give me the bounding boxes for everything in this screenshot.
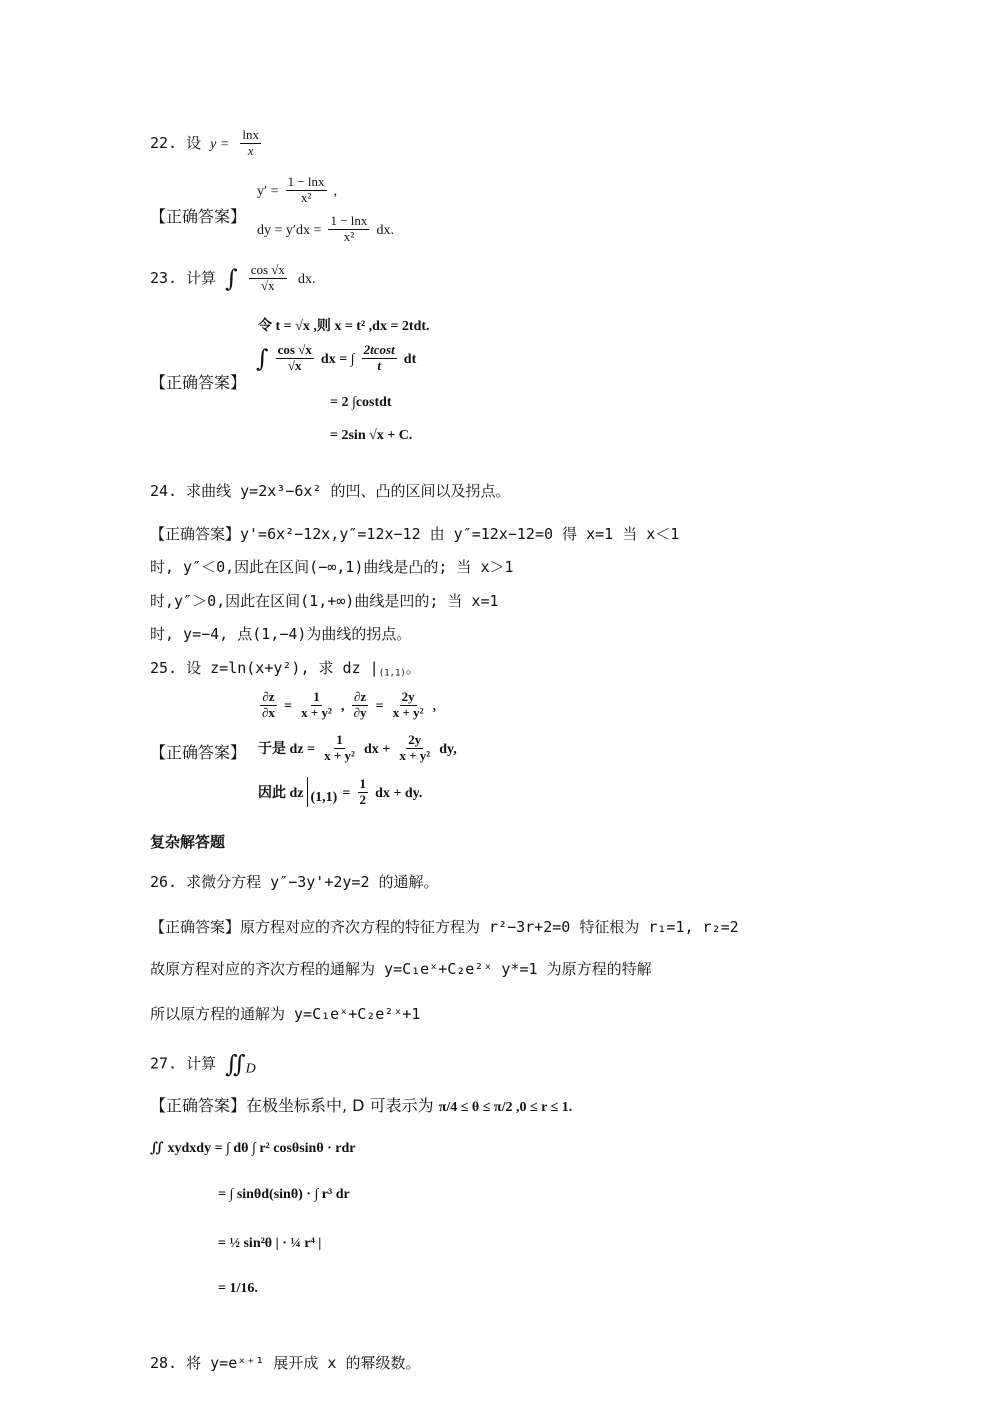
q22-prefix: 22. 设: [150, 133, 202, 152]
q22-fraction: [240, 128, 261, 159]
q27-step1: ∬ xydxdy = ∫ dθ ∫ r² cosθsinθ · rdr: [150, 1141, 356, 1156]
q22-frac-num: lnx: [242, 127, 259, 142]
q25-l1c-den: ∂y: [353, 704, 367, 720]
q25-l1-eq1: =: [284, 698, 293, 714]
q25-l1-frac-b: [299, 690, 334, 721]
q27-question: [150, 1050, 256, 1078]
q27-answer-line: [150, 1093, 572, 1116]
q27-step2: = ∫ sinθd(sinθ) · ∫ r³ dr: [218, 1187, 350, 1202]
q23-question: [150, 263, 315, 294]
q22-line1-lhs: y′ =: [257, 183, 279, 199]
q25-answer-line1: [258, 690, 436, 721]
q25-answer-line2: [258, 733, 457, 764]
q23-line2-num: cos √x: [277, 342, 312, 357]
q25-answer-line3: [258, 777, 422, 808]
q23-line2-frac2: [362, 343, 397, 374]
q27-answer-cond: π/4 ≤ θ ≤ π/2 ,0 ≤ r ≤ 1.: [438, 1100, 573, 1115]
q22-line2-tail: dx.: [376, 222, 394, 238]
q25-l1-eq2: =: [375, 698, 384, 714]
q24-question: 24. 求曲线 y=2x³−6x² 的凹、凸的区间以及拐点。: [150, 482, 511, 500]
q23-line2-tail: dt: [403, 351, 417, 367]
q26-answer-line3: 所以原方程的通解为 y=C₁eˣ+C₂e²ˣ+1: [150, 1005, 421, 1023]
q22-expr: y =: [210, 136, 230, 152]
q23-answer-line4: = 2sin √x + C.: [330, 428, 413, 443]
q23-answer-line3: = 2 ∫costdt: [330, 395, 392, 410]
q23-line2-den2: t: [377, 357, 381, 373]
q23-answer-label: 【正确答案】: [150, 373, 247, 392]
q25-l3-tail: dx + dy.: [375, 785, 423, 801]
q25-l1b-num: 1: [313, 689, 320, 704]
q25-question-text: 25. 设 z=ln(x+y²), 求 dz |: [150, 659, 379, 677]
q24-answer-line3: 时,y″＞0,因此在区间(1,+∞)曲线是凹的; 当 x=1: [150, 592, 499, 610]
q25-l2-tail: dy,: [439, 741, 457, 757]
q24-answer-line1: 【正确答案】y'=6x²−12x,y″=12x−12 由 y″=12x−12=0 得 x=1 当 x＜1: [150, 525, 680, 543]
q22-line1-tail: ,: [333, 183, 338, 199]
q27-step3: = ½ sin²θ | · ¼ r⁴ |: [218, 1236, 322, 1251]
q25-l2-frac1: [322, 733, 357, 764]
q27-question-text: 27. 计算: [150, 1054, 217, 1073]
q23-line2-int: ∫: [256, 344, 269, 373]
q25-eval-bar: [307, 777, 308, 807]
q23-answer-line1: 令 t = √x ,则 x = t² ,dx = 2tdt.: [258, 319, 430, 334]
q22-line2-lhs: dy = y′dx =: [257, 222, 322, 238]
q23-line2-num2: 2tcost: [363, 342, 395, 357]
q25-question-sub: (1,1): [378, 668, 406, 679]
q23-tail: dx.: [297, 271, 316, 287]
section-title: 复杂解答题: [150, 833, 226, 851]
q25-l2-d2: x + y²: [399, 747, 431, 763]
q24-answer-line4: 时, y=−4, 点(1,−4)为曲线的拐点。: [150, 625, 412, 643]
q27-region-D: D: [245, 1061, 256, 1077]
q25-l2-lhs: 于是 dz =: [258, 741, 315, 757]
q23-prefix: 23. 计算: [150, 268, 217, 287]
q25-l1-tail: ,: [432, 698, 437, 714]
q22-frac-den: x: [247, 142, 254, 158]
q25-l2-mid: dx +: [363, 741, 391, 757]
q22-question: [150, 128, 263, 159]
q26-answer-line1: 【正确答案】原方程对应的齐次方程的特征方程为 r²−3r+2=0 特征根为 r₁=1, r₂=2: [150, 918, 739, 936]
q25-answer-label: 【正确答案】: [150, 743, 247, 762]
q23-fraction: [249, 263, 287, 294]
q23-frac-num: cos √x: [250, 262, 285, 277]
q23-line2-mid: dx = ∫: [320, 351, 355, 367]
q25-l3-lhs: 因此 dz: [258, 785, 304, 801]
q25-l2-n2: 2y: [408, 732, 422, 747]
q25-question-tail: 。: [405, 659, 421, 677]
q25-question: [150, 657, 421, 678]
q25-l2-d1: x + y²: [324, 747, 355, 763]
q22-line2-den: x²: [343, 228, 355, 244]
q25-l2-n1: 1: [336, 732, 343, 747]
q23-line2-den: √x: [287, 357, 302, 373]
q25-l1a-den: ∂x: [262, 704, 275, 720]
q25-l3-frac: [358, 777, 369, 808]
q25-l3-sub: (1,1): [310, 790, 338, 806]
q23-line2-frac1: [276, 343, 314, 374]
q27-answer-label: 【正确答案】在极坐标系中, D 可表示为: [150, 1096, 434, 1115]
q22-line1-num: 1 − lnx: [287, 174, 325, 189]
q27-step4: = 1/16.: [218, 1281, 258, 1296]
q25-l1c-num: ∂z: [353, 689, 367, 704]
q25-l3-den: 2: [359, 791, 366, 807]
q28-question: 28. 将 y=eˣ⁺¹ 展开成 x 的幂级数。: [150, 1354, 421, 1372]
q25-l1d-den: x + y²: [392, 704, 424, 720]
q25-l1-sep: ,: [341, 698, 345, 714]
q25-l2-frac2: [397, 733, 432, 764]
q25-l1a-num: ∂z: [262, 689, 275, 704]
q25-l3-num: 1: [359, 776, 366, 791]
q25-l3-eq: =: [342, 785, 351, 801]
q22-line2-frac: [328, 214, 369, 245]
q22-line1-den: x²: [300, 189, 312, 205]
q23-integral-sign: ∫: [225, 264, 238, 293]
q25-partial-x: [260, 690, 277, 721]
q24-answer-line2: 时, y″＜0,因此在区间(−∞,1)曲线是凸的; 当 x＞1: [150, 558, 514, 576]
q25-l1d-num: 2y: [401, 689, 415, 704]
q22-answer-line2: [257, 214, 394, 245]
q22-answer-label: 【正确答案】: [150, 207, 247, 226]
q26-question: 26. 求微分方程 y″−3y'+2y=2 的通解。: [150, 873, 439, 891]
q26-answer-line2: 故原方程对应的齐次方程的通解为 y=C₁eˣ+C₂e²ˣ y*=1 为原方程的特解: [150, 960, 652, 978]
q22-line1-frac: [286, 175, 327, 206]
q22-line2-num: 1 − lnx: [330, 213, 368, 228]
q25-l1-frac-d: [391, 690, 426, 721]
q27-double-integral: ∬: [225, 1050, 246, 1078]
q22-answer-line1: [257, 175, 337, 206]
q25-l1b-den: x + y²: [301, 704, 332, 720]
q25-partial-y: [352, 690, 369, 721]
q23-answer-line2: [256, 343, 416, 374]
q23-frac-den: √x: [260, 277, 275, 293]
